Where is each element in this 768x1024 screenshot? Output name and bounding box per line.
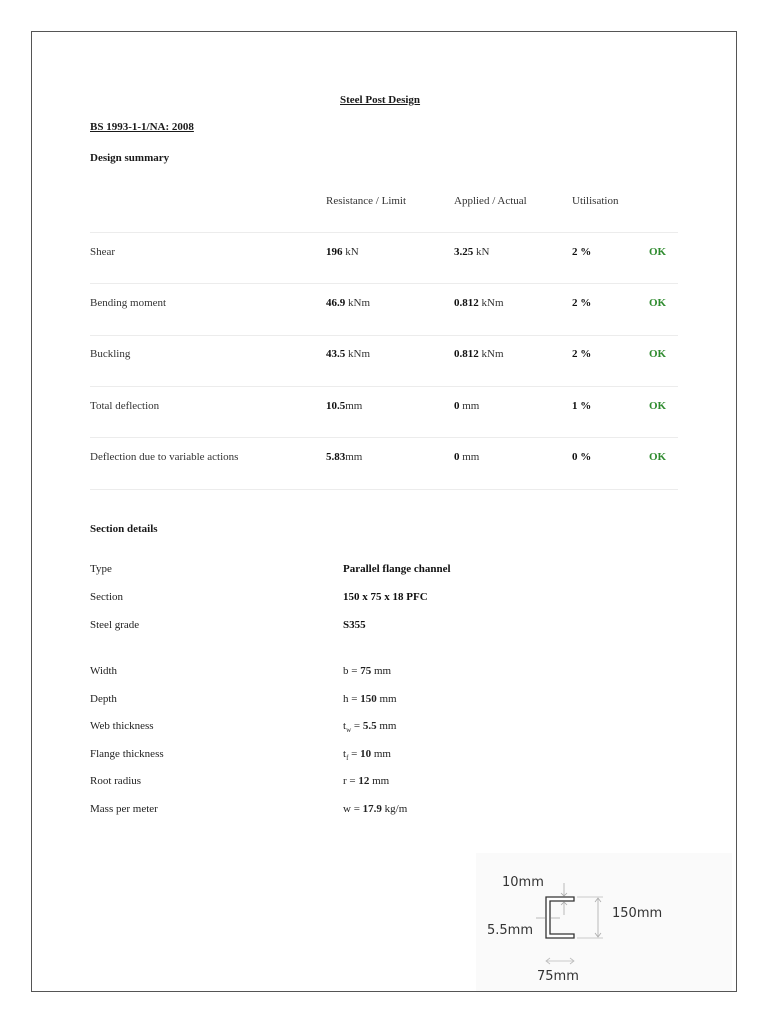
channel-outline bbox=[546, 897, 574, 938]
applied-value: 3.25 kN bbox=[454, 246, 490, 258]
row-label: Shear bbox=[90, 246, 116, 258]
steel-grade-value: S355 bbox=[343, 619, 366, 631]
page-border bbox=[31, 31, 737, 992]
row-label: Total deflection bbox=[90, 400, 160, 412]
resistance-value: 10.5mm bbox=[326, 400, 363, 412]
depth-label: Depth bbox=[90, 693, 117, 705]
section-details-heading: Section details bbox=[90, 523, 158, 535]
col-header-utilisation: Utilisation bbox=[572, 195, 619, 207]
channel-section-diagram bbox=[476, 853, 732, 991]
status-ok: OK bbox=[649, 297, 667, 309]
resistance-value: 5.83mm bbox=[326, 451, 363, 463]
section-value: 150 x 75 x 18 PFC bbox=[343, 591, 428, 603]
width-dimension-label: 75mm bbox=[537, 969, 579, 984]
applied-value: 0.812 kNm bbox=[454, 348, 504, 360]
design-summary-heading: Design summary bbox=[90, 152, 170, 164]
status-ok: OK bbox=[649, 348, 667, 360]
row-divider bbox=[90, 386, 678, 387]
resistance-value: 43.5 kNm bbox=[326, 348, 370, 360]
row-label: Deflection due to variable actions bbox=[90, 451, 239, 463]
applied-value: 0 mm bbox=[454, 400, 480, 412]
flange-thickness-value: $t_f = 10$ mm bbox=[343, 748, 391, 763]
row-divider bbox=[90, 489, 678, 490]
web-thickness-value: $t_w = 5.5$ mm bbox=[343, 720, 397, 735]
steel-grade-label: Steel grade bbox=[90, 619, 140, 631]
utilisation-value: 0 % bbox=[572, 451, 592, 463]
resistance-value: 196 kN bbox=[326, 246, 359, 258]
utilisation-value: 2 % bbox=[572, 348, 592, 360]
web-thickness-label: Web thickness bbox=[90, 720, 154, 732]
applied-value: 0 mm bbox=[454, 451, 480, 463]
status-ok: OK bbox=[649, 451, 667, 463]
flange-thickness-label: Flange thickness bbox=[90, 748, 164, 760]
root-radius-label: Root radius bbox=[90, 775, 142, 787]
row-divider bbox=[90, 437, 678, 438]
applied-value: 0.812 kNm bbox=[454, 297, 504, 309]
depth-value: h = 150 mm bbox=[343, 693, 397, 705]
flange-thickness-dimension-label: 10mm bbox=[502, 875, 544, 890]
type-value: Parallel flange channel bbox=[343, 563, 451, 575]
row-divider bbox=[90, 335, 678, 336]
utilisation-value: 1 % bbox=[572, 400, 592, 412]
row-label: Buckling bbox=[90, 348, 131, 360]
web-thickness-dimension-label: 5.5mm bbox=[487, 923, 534, 938]
status-ok: OK bbox=[649, 246, 667, 258]
section-label: Section bbox=[90, 591, 123, 603]
width-label: Width bbox=[90, 665, 118, 677]
depth-dimension-label: 150mm bbox=[612, 906, 663, 921]
row-label: Bending moment bbox=[90, 297, 167, 309]
design-standard: BS 1993-1-1/NA: 2008 bbox=[90, 121, 194, 133]
mass-per-meter-label: Mass per meter bbox=[90, 803, 158, 815]
page-title: Steel Post Design bbox=[340, 94, 421, 106]
mass-per-meter-value: w = 17.9 kg/m bbox=[343, 803, 408, 815]
root-radius-value: r = 12 mm bbox=[343, 775, 390, 787]
row-divider bbox=[90, 232, 678, 233]
row-divider bbox=[90, 283, 678, 284]
channel-section-svg bbox=[476, 853, 732, 991]
utilisation-value: 2 % bbox=[572, 246, 592, 258]
col-header-applied: Applied / Actual bbox=[454, 195, 527, 207]
col-header-resistance: Resistance / Limit bbox=[326, 195, 407, 207]
width-value: b = 75 mm bbox=[343, 665, 392, 677]
resistance-value: 46.9 kNm bbox=[326, 297, 370, 309]
status-ok: OK bbox=[649, 400, 667, 412]
type-label: Type bbox=[90, 563, 112, 575]
utilisation-value: 2 % bbox=[572, 297, 592, 309]
